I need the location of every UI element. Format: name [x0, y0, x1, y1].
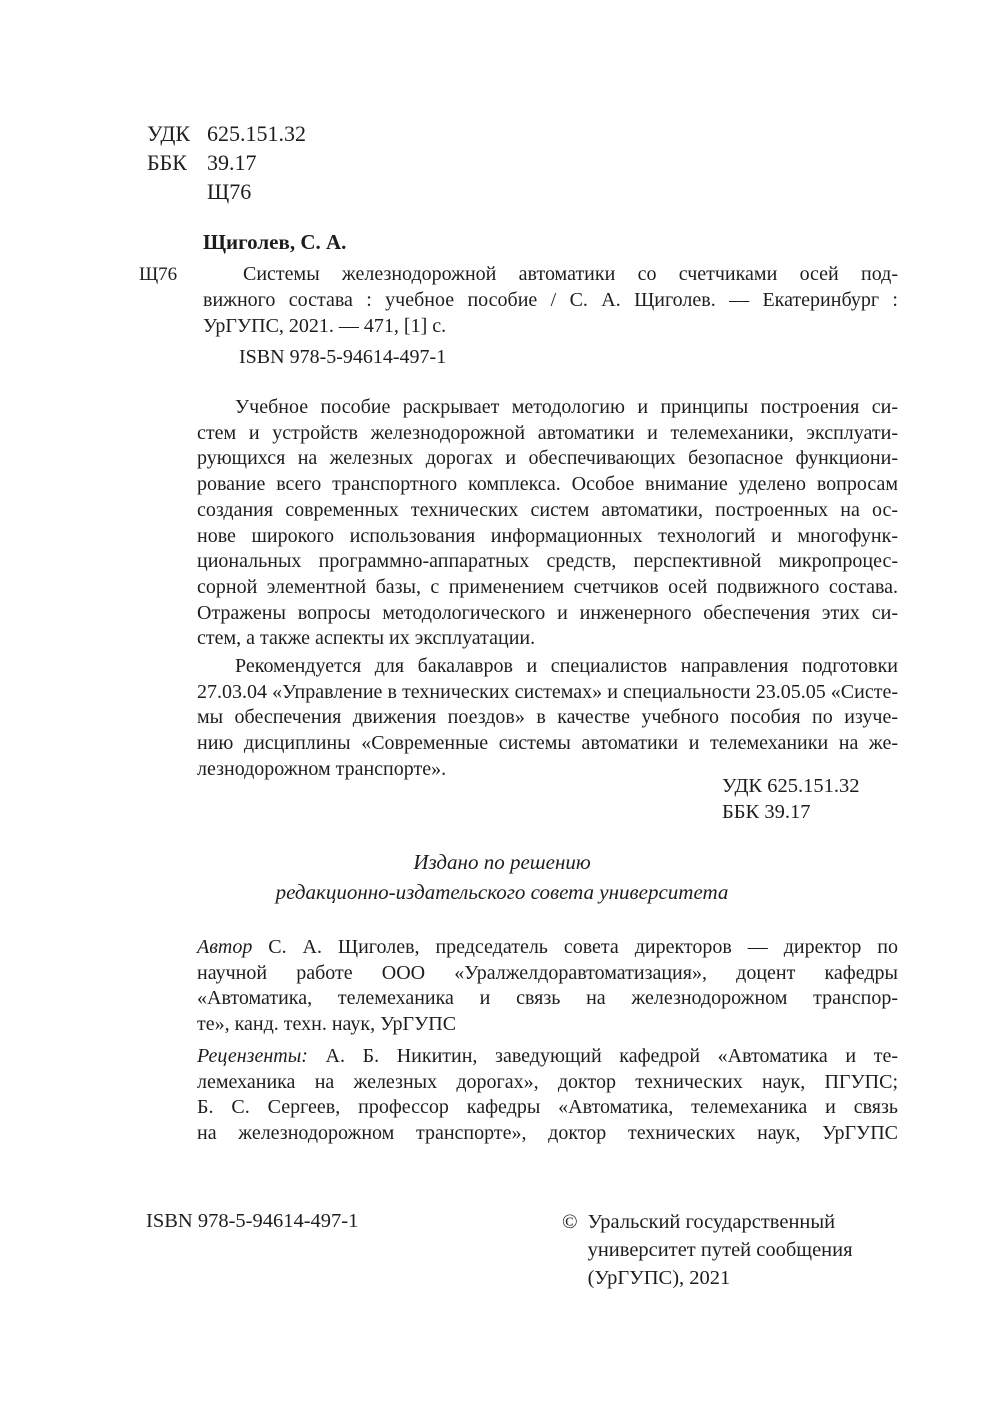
bib-isbn: ISBN 978-5-94614-497-1: [239, 346, 447, 368]
author-info-line-1: [197, 935, 898, 961]
classification-sign-spacer: [147, 177, 207, 206]
bibliographic-record: [203, 261, 898, 370]
text-line: университет путей сообщения: [587, 1239, 853, 1261]
text-line: научной работе ООО «Уралжелдоравтоматизация», доцент кафедры: [197, 961, 898, 984]
codes-footer-bbk: ББК 39.17: [722, 801, 811, 823]
text-line: Учебное пособие раскрывает методологию и принципы построения си-: [235, 396, 898, 418]
text-line: рование всего транспортного комплекса. Особое внимание уделено вопросам: [197, 473, 898, 496]
text-line: на железнодорожном транспорте», доктор технических наук, УрГУПС: [197, 1121, 898, 1144]
reviewers-info: [197, 1044, 898, 1147]
margin-classification-sign: Щ76: [139, 264, 178, 285]
bbk-row: [147, 148, 306, 177]
text-line: Б. С. Сергеев, профессор кафедры «Автоматика, телемеханика и связь: [197, 1096, 898, 1119]
annotation-paragraph-2: [197, 654, 898, 783]
text-line: Рекомендуется для бакалавров и специалистов направления подготовки: [235, 655, 898, 678]
text-line: лезнодорожном транспорте».: [197, 757, 447, 780]
annotation-paragraph-1: [197, 395, 898, 652]
reviewers-line-1-rest: А. Б. Никитин, заведующий кафедрой «Автоматика и те-: [307, 1044, 898, 1067]
text-line: стем и устройств железнодорожной автоматики и телемеханики, эксплуати-: [197, 421, 898, 444]
copyright-block: [562, 1208, 853, 1292]
udk-row: [147, 119, 306, 148]
author-info: [197, 935, 898, 1038]
reviewers-info-lines: [197, 1070, 898, 1147]
text-line: рующихся на железных дорогах и обеспечивающих безопасное функциони-: [197, 447, 898, 470]
author-heading: Щиголев, С. А.: [203, 230, 347, 254]
reviewers-label: Рецензенты:: [197, 1044, 308, 1067]
text-line: создания современных технических систем автоматики, построенных на ос-: [197, 498, 898, 521]
text-line: сорной элементной базы, с применением счетчиков осей подвижного состава.: [197, 575, 898, 598]
text-line: нове широкого использования информационных технологий и многофунк-: [197, 524, 898, 547]
annotation-block: [197, 395, 898, 783]
text-line: Системы железнодорожной автоматики со счетчиками осей под-: [243, 263, 898, 285]
text-line: лемеханика на железных дорогах», доктор технических наук, ПГУПС;: [197, 1070, 898, 1093]
text-line: «Автоматика, телемеханика и связь на железнодорожном транспор-: [197, 987, 898, 1010]
text-line: нию дисциплины «Современные системы автоматики и телемеханики на же-: [197, 732, 898, 755]
text-line: те», канд. техн. наук, УрГУПС: [197, 1013, 457, 1036]
codes-footer-udk: УДК 625.151.32: [722, 775, 860, 797]
udk-label: УДК: [147, 121, 191, 146]
publication-note: [42, 847, 962, 907]
bbk-label: ББК: [147, 150, 187, 175]
contributors-block: [197, 935, 898, 1147]
text-line: вижного состава : учебное пособие / С. А. Щиголев. — Екатеринбург :: [203, 289, 898, 311]
publication-note-line-1: Издано по решению: [413, 850, 591, 874]
text-line: мы обеспечения движения поездов» в качестве учебного пособия по изуче-: [197, 706, 898, 729]
bib-description-lines: [203, 261, 898, 339]
copyright-lines: [588, 1208, 853, 1292]
footer-isbn: ISBN 978-5-94614-497-1: [146, 1210, 359, 1232]
author-label: Автор: [197, 936, 253, 958]
text-line: 27.03.04 «Управление в технических системах» и специальности 23.05.05 «Систе-: [197, 680, 898, 703]
author-info-lines: [197, 961, 898, 1038]
copyright-icon: ©: [562, 1211, 578, 1233]
catalog-codes-block: [147, 119, 306, 206]
bbk-value: 39.17: [207, 150, 257, 175]
classification-sign: Щ76: [207, 179, 252, 204]
codes-footer-block: [722, 773, 859, 825]
classification-sign-row: [147, 177, 306, 206]
text-line: УрГУПС, 2021. — 471, [1] с.: [203, 315, 447, 337]
text-line: стем, а также аспекты их эксплуатации.: [197, 627, 536, 650]
author-line-1-rest: С. А. Щиголев, председатель совета директоров — директор по: [252, 936, 898, 958]
text-line: Уральский государственный: [587, 1211, 836, 1233]
udk-value: 625.151.32: [207, 121, 306, 146]
reviewers-info-line-1: [197, 1044, 898, 1070]
text-line: (УрГУПС), 2021: [587, 1267, 731, 1289]
text-line: Отражены вопросы методологического и инженерного обеспечения этих си-: [197, 601, 898, 624]
text-line: циональных программно-аппаратных средств, перспективной микропроцес-: [197, 550, 898, 573]
publication-note-line-2: редакционно-издательского совета университета: [275, 880, 729, 904]
